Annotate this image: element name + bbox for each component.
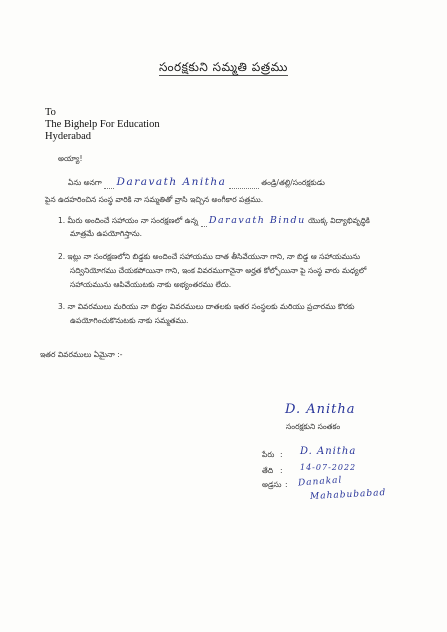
colon: : — [280, 466, 283, 475]
letter-title: సంరక్షకుని సమ్మతి పత్రము — [159, 60, 288, 74]
intro-line-1 — [68, 176, 325, 189]
dotted-fill — [104, 179, 114, 189]
colon: : — [285, 480, 288, 489]
point-3-line-2: ఉపయోగించుకొనుటకు నాకు సమ్మతము. — [70, 316, 189, 325]
point-1-line-2: మాత్రమే ఉపయోగిస్తాను. — [70, 229, 142, 238]
dotted-fill — [229, 179, 259, 189]
student-name-handwritten: Daravath Bindu — [208, 215, 306, 226]
recipient-organization: The Bighelp For Education — [45, 119, 160, 130]
dotted-fill — [201, 217, 207, 227]
point-1-prefix: 1. మీరు అందించే సహాయం నా సంరక్షణలో ఉన్న — [58, 216, 199, 225]
date-value: 14-07-2022 — [300, 463, 357, 472]
intro-prefix: ఏను అనగా — [68, 178, 102, 187]
point-1 — [58, 215, 370, 227]
point-2-line-1: 2. ఇట్లు నా సంరక్షణలోని బిడ్డకు అందించే సహాయము దాత తీసివేయునా గాని, నా బిడ్డ ఆ సహాయమును — [58, 252, 361, 261]
guardian-name-value: D. Anitha — [300, 446, 357, 457]
other-details-label: ఇతర వివరములు ఏమైనా :- — [40, 350, 123, 359]
name-label: పేరు — [262, 450, 275, 459]
salutation: అయ్యా! — [58, 154, 83, 163]
address-line-1: Danakal — [297, 475, 343, 489]
signature-label: సంరక్షకుని సంతకం — [286, 422, 341, 431]
point-1-suffix: యొక్క విద్యాభివృద్ధికి — [308, 216, 370, 225]
intro-suffix: తండ్రి/తల్లి/సంరక్షకుడు — [261, 178, 325, 187]
colon: : — [280, 450, 283, 459]
point-2-line-3: సహాయమును ఆపివేయుటకు నాకు అభ్యంతరము లేదు. — [70, 280, 232, 289]
date-label: తేది — [262, 466, 274, 475]
guardian-signature: D. Anitha — [285, 402, 356, 417]
address-label: అడ్రసు — [262, 480, 282, 489]
to-line: To — [45, 107, 56, 118]
recipient-city: Hyderabad — [45, 131, 92, 142]
intro-line-2: పైన ఉదహరించిన సంస్థ వారికి నా సమ్మతితో వ్రాసి ఇచ్చిన అంగీకార పత్రము. — [45, 195, 264, 204]
parent-name-handwritten: Daravath Anitha — [116, 176, 227, 188]
point-2-line-2: సద్వినియోగము చేయకపోయినా గాని, ఇంక వివరముగానైనా అర్హత కోల్పోయినా పై సంస్థ వారు మధ్యలో — [70, 266, 367, 275]
point-3-line-1: 3. నా వివరములు మరియు నా బిడ్డల వివరములు దాతలకు ఇతర సంస్థలకు మరియు ప్రచారము కొరకు — [58, 302, 355, 311]
address-line-2: Mahabubabad — [309, 488, 387, 502]
